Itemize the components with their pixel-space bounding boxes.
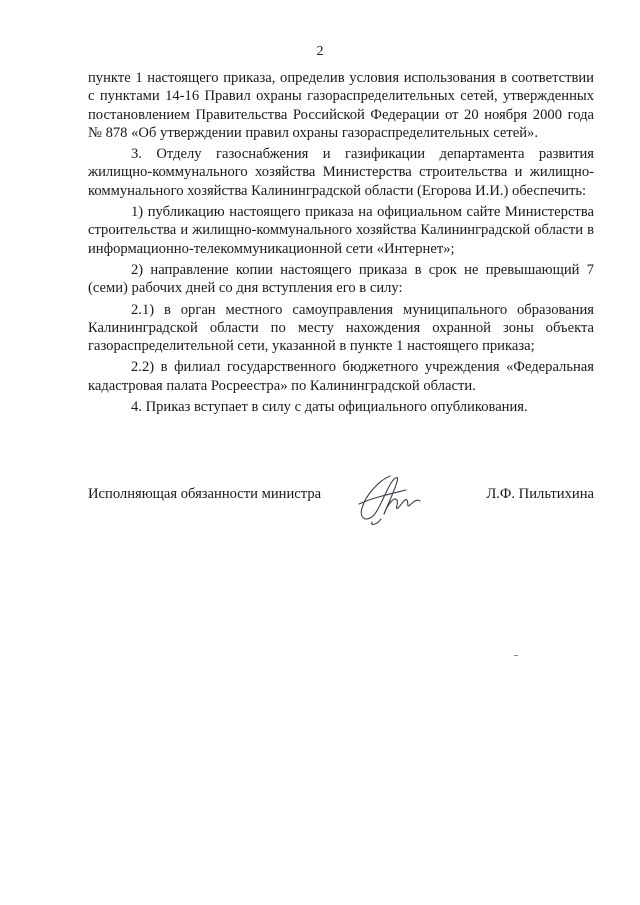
page-number: 2 (316, 44, 324, 59)
paragraph-subitem-2: 2) направление копии настоящего приказа в срок не превышающий 7 (семи) рабочих дней со дня вступления его в силу: (88, 261, 594, 297)
paragraph-continuation: пункте 1 настоящего приказа, определив условия использования в соответствии с пунктами 14-16 Правил охраны газораспределительных сетей, утвержденных постановлением Правительства Российской Федерации от 20 ноября 2000 года № 878 «Об утверждении правил охраны газораспределительных сетей». (88, 70, 594, 141)
paragraph-subitem-2-2: 2.2) в филиал государственного бюджетного учреждения «Федеральная кадастровая палата Росреестра» по Калининградской области. (88, 359, 594, 394)
signer-role: Исполняющая обязанности министра (88, 486, 322, 502)
signature-block (88, 478, 594, 538)
paragraph-subitem-1: 1) публикацию настоящего приказа на официальном сайте Министерства строительства и жилищно-коммунального хозяйства Калининградской области в информационно-телекоммуникационной сети «Интернет»; (88, 204, 594, 257)
signer-name: Л.Ф. Пильтихина (486, 486, 594, 502)
handwritten-signature (350, 470, 430, 528)
scan-artifact (514, 655, 518, 656)
paragraph-item-3: 3. Отделу газоснабжения и газификации департамента развития жилищно-коммунального хозяйства Министерства строительства и жилищно-коммунального хозяйства Калининградской области (Егорова И.И.) обеспечить: (88, 146, 594, 199)
document-body (88, 69, 594, 416)
paragraph-item-4: 4. Приказ вступает в силу с даты официального опубликования. (131, 399, 528, 416)
paragraph-subitem-2-1: 2.1) в орган местного самоуправления муниципального образования Калининградской области по месту нахождения охранной зоны объекта газораспределительной сети, указанной в пункте 1 настоящего приказа; (88, 301, 594, 355)
